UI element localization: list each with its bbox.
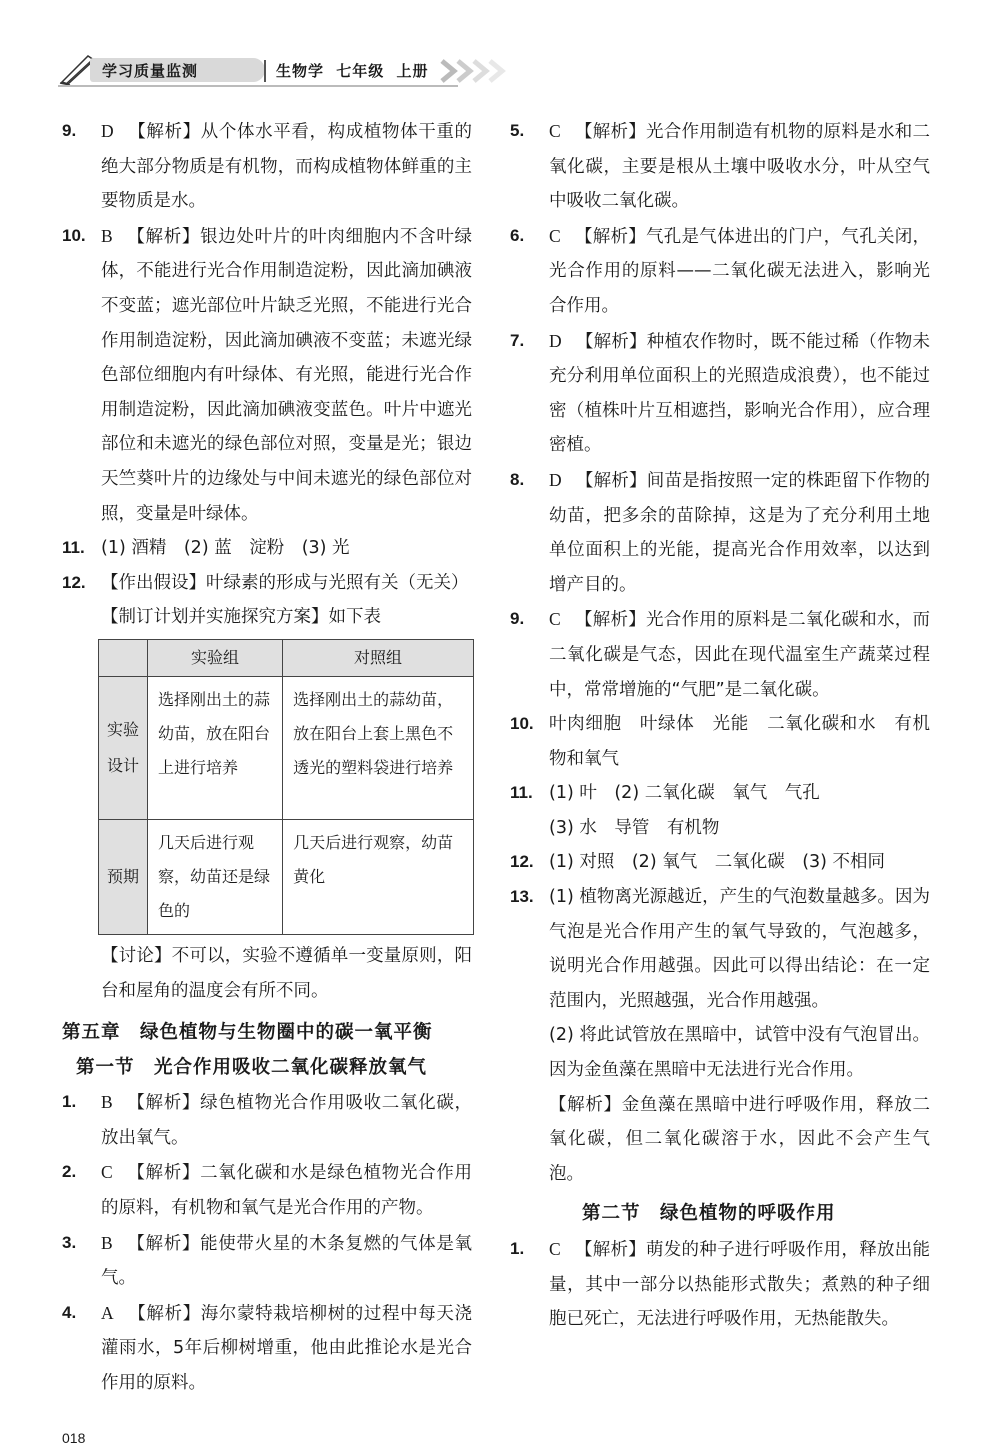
- item-number: 2.: [62, 1162, 77, 1182]
- analysis-tag: 【解析】: [575, 470, 647, 491]
- table-row: [99, 819, 474, 934]
- item-number: 13.: [510, 887, 534, 907]
- analysis-tag: 【解析】: [126, 226, 201, 247]
- answer-item-10: [62, 219, 472, 531]
- table-header-cell: 实验组: [148, 639, 283, 676]
- item-number: 3.: [62, 1232, 77, 1252]
- item-number: 4.: [62, 1302, 77, 1322]
- analysis-tag: 【解析】: [126, 1163, 201, 1184]
- experiment-table-wrap: [98, 639, 472, 935]
- header-subject: 生物学 七年级 上册: [276, 62, 429, 80]
- answer-item: [62, 1155, 472, 1225]
- item-number: 6.: [510, 225, 525, 245]
- table-header-row: [99, 639, 474, 676]
- analysis-text: 从个体水平看，构成植物体干重的绝大部分物质是有机物，而构成植物体鲜重的主要物质是水。: [101, 122, 473, 212]
- analysis-text: 气孔是气体进出的门户，气孔关闭，光合作用的原料——二氧化碳无法进入，影响光合作用。: [549, 226, 930, 316]
- answer-item-5: [510, 114, 930, 219]
- answer-item-9: [510, 602, 930, 707]
- analysis-text: 光合作用制造有机物的原料是水和二氧化碳，主要是根从土壤中吸收水分，叶从空气中吸收二氧化碳。: [549, 122, 930, 212]
- answer-item-6: [510, 219, 930, 324]
- answer-text: (3) 水 导管 有机物: [549, 817, 720, 838]
- item-number: 1.: [510, 1239, 525, 1258]
- right-column: [510, 114, 930, 1337]
- answer-letter: B: [101, 1232, 113, 1253]
- analysis-text: 绿色植物光合作用吸收二氧化碳，放出氧气。: [101, 1093, 473, 1148]
- answer-item-11: [62, 531, 472, 566]
- answer-item: [510, 1232, 930, 1337]
- header-rule: [58, 85, 458, 87]
- answer-letter: D: [549, 469, 562, 490]
- answer-text: (1) 植物离光源越近，产生的气泡数量越多。因为气泡是光合作用产生的氧气导致的，气泡越多，说明光合作用越强。因此可以得出结论：在一定范围内，光照越强，光合作用越强。: [549, 887, 930, 1011]
- left-column: [62, 114, 472, 1401]
- item-number: 10.: [510, 714, 534, 734]
- item-number: 12.: [62, 572, 86, 592]
- section-title: 第一节 光合作用吸收二氧化碳释放氧气: [76, 1056, 428, 1078]
- answer-text: (1) 叶 (2) 二氧化碳 氧气 气孔: [549, 783, 820, 804]
- analysis-tag: 【解析】: [574, 122, 647, 142]
- item-number: 9.: [510, 609, 525, 629]
- answer-letter: C: [549, 225, 561, 246]
- analysis-text: 能使带火星的木条复燃的气体是氧气。: [101, 1233, 473, 1289]
- analysis-tag: 【解析】: [126, 1233, 201, 1254]
- answer-item: [62, 1226, 472, 1296]
- answer-letter: C: [549, 609, 561, 630]
- analysis-text: 二氧化碳和水是绿色植物光合作用的原料，有机物和氧气是光合作用的产物。: [101, 1163, 473, 1219]
- analysis-tag: 【解析】: [127, 1303, 201, 1324]
- answer-letter: C: [549, 1239, 561, 1259]
- item-number: 12.: [510, 852, 534, 872]
- item-number: 1.: [62, 1092, 77, 1112]
- page-number: 018: [62, 1430, 86, 1446]
- chapter-title: 第五章 绿色植物与生物圈中的碳一氧平衡: [62, 1022, 433, 1044]
- answer-item-12: [62, 566, 472, 635]
- item-number: 7.: [510, 330, 525, 350]
- answer-item-10: [510, 707, 930, 776]
- answer-letter: A: [101, 1302, 114, 1323]
- answer-letter: D: [549, 330, 562, 351]
- analysis-tag: 【解析】: [574, 226, 647, 247]
- analysis-tag: 【解析】: [126, 1093, 201, 1114]
- table-cell: 几天后进行观察，幼苗黄化: [283, 819, 474, 934]
- table-header-cell: [99, 639, 148, 676]
- table-cell: 选择刚出土的蒜幼苗，放在阳台上套上黑色不透光的塑料袋进行培养: [283, 676, 474, 819]
- analysis-text: 光合作用的原料是二氧化碳和水，而二氧化碳是气态，因此在现代温室生产蔬菜过程中，常常增施的“气肥”是二氧化碳。: [549, 610, 930, 700]
- item-number: 9.: [62, 121, 77, 140]
- answer-item-8: [510, 463, 930, 602]
- answer-item: [62, 1296, 472, 1401]
- answer-item-7: [510, 324, 930, 463]
- analysis-text: 种植农作物时，既不能过稀（作物未充分利用单位面积上的光照造成浪费），也不能过密（植株叶片互相遮挡，影响光合作用），应合理密植。: [549, 331, 931, 456]
- analysis-text: 海尔蒙特栽培柳树的过程中每天浇灌雨水，5年后柳树增重，他由此推论水是光合作用的原料。: [101, 1303, 473, 1394]
- table-row-label: 实验设计: [99, 676, 148, 819]
- discussion-text: 【讨论】不可以，实验不遵循单一变量原则，阳台和屋角的温度会有所不同。: [101, 945, 472, 1001]
- answer-letter: D: [101, 121, 114, 141]
- answer-text: (2) 将此试管放在黑暗中，试管中没有气泡冒出。因为金鱼藻在黑暗中无法进行光合作用。: [549, 1025, 930, 1081]
- item-number: 10.: [62, 225, 86, 245]
- answer-letter: B: [101, 225, 113, 246]
- analysis-text: 【解析】金鱼藻在黑暗中进行呼吸作用，释放二氧化碳，但二氧化碳溶于水，因此不会产生气泡。: [549, 1094, 930, 1184]
- item-number: 8.: [510, 469, 525, 489]
- table-cell: 几天后进行观察，幼苗还是绿色的: [148, 819, 283, 934]
- section-title: 第二节 绿色植物的呼吸作用: [582, 1203, 836, 1225]
- analysis-tag: 【解析】: [574, 610, 647, 631]
- analysis-text: 银边处叶片的叶肉细胞内不含叶绿体，不能进行光合作用制造淀粉，因此滴加碘液不变蓝；遮光部位叶片缺乏光照，不能进行光合作用制造淀粉，因此滴加碘液不变蓝；未遮光绿色部位细胞内有叶绿体、有光照，能进行光合作用制造淀粉，因此滴加碘液变蓝色。叶片中遮光部位和未遮光的绿色部位对照，变量是光；银边天竺葵叶片的边缘处与中间未遮光的绿色部位对照，变量是叶绿体。: [101, 226, 473, 524]
- table-cell: 选择刚出土的蒜幼苗，放在阳台上进行培养: [148, 676, 283, 819]
- item-number: 11.: [62, 538, 85, 558]
- item-number: 11.: [510, 783, 533, 803]
- chevron-arrows-icon: [438, 58, 508, 84]
- analysis-text: 萌发的种子进行呼吸作用，释放出能量，其中一部分以热能形式散失；煮熟的种子细胞已死亡，无法进行呼吸作用，无热能散失。: [549, 1240, 930, 1330]
- table-header-cell: 对照组: [283, 639, 474, 676]
- analysis-text: 间苗是指按照一定的株距留下作物的幼苗，把多余的苗除掉，这是为了充分利用土地单位面积上的光能，提高光合作用效率，以达到增产目的。: [549, 470, 931, 595]
- table-row: [99, 676, 474, 819]
- analysis-tag: 【解析】: [127, 122, 201, 142]
- answer-item-11: [510, 776, 930, 845]
- header-title: 学习质量监测: [102, 62, 199, 80]
- answer-text: (1) 对照 (2) 氧气 二氧化碳 (3) 不相同: [549, 852, 886, 873]
- analysis-tag: 【解析】: [574, 1240, 647, 1260]
- answer-item-13: [510, 880, 930, 1191]
- hypothesis-text: 【作出假设】叶绿素的形成与光照有关（无关）: [101, 572, 469, 593]
- analysis-tag: 【解析】: [575, 331, 647, 352]
- item-number: 5.: [510, 121, 525, 140]
- answer-letter: C: [549, 121, 561, 141]
- answer-text: (1) 酒精 (2) 蓝 淀粉 (3) 光: [101, 538, 350, 559]
- answer-item-12: [510, 845, 930, 880]
- header-separator: [264, 60, 266, 82]
- answer-text: 叶肉细胞 叶绿体 光能 二氧化碳和水 有机物和氧气: [549, 714, 930, 769]
- answer-letter: C: [101, 1162, 113, 1183]
- page-header: [58, 52, 478, 86]
- answer-item-9: [62, 114, 472, 219]
- answer-letter: B: [101, 1092, 113, 1113]
- plan-text: 【制订计划并实施探究方案】如下表: [101, 607, 381, 628]
- table-row-label: 预期: [99, 819, 148, 934]
- answer-item: [62, 1085, 472, 1155]
- experiment-table: [98, 639, 474, 935]
